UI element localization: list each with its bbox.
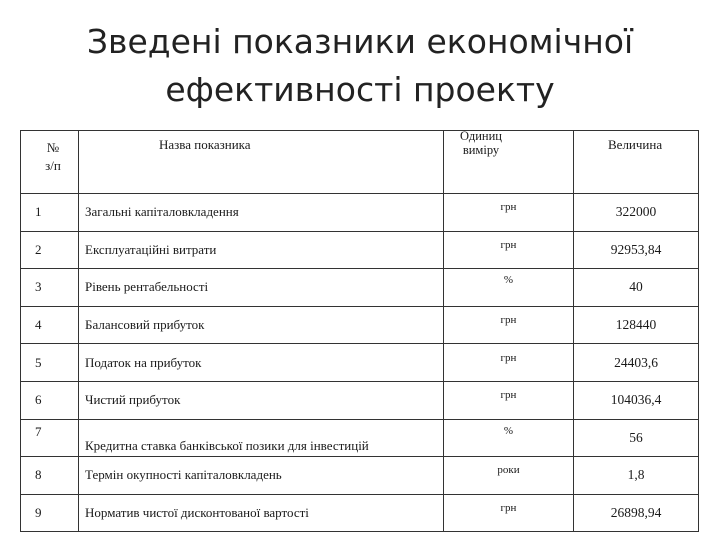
row-unit: [444, 494, 574, 532]
row-unit: [444, 306, 574, 344]
row-unit-text: %: [503, 274, 514, 287]
row-num: [21, 419, 79, 457]
row-unit: [444, 419, 574, 457]
row-unit: [444, 194, 574, 232]
row-unit: [444, 344, 574, 382]
table-row: [21, 306, 699, 344]
row-value: 40: [574, 269, 699, 307]
row-unit-text: грн: [500, 201, 517, 214]
table-header-row: [21, 131, 699, 194]
header-unit: Одиниц виміру: [460, 129, 502, 157]
row-value: 104036,4: [574, 381, 699, 419]
row-value: 322000: [574, 194, 699, 232]
row-num: 3: [21, 269, 79, 307]
row-num: 5: [21, 344, 79, 382]
row-name: Рівень рентабельності: [79, 269, 444, 307]
row-name: Загальні капіталовкладення: [79, 194, 444, 232]
table-row: [21, 381, 699, 419]
row-unit-text: грн: [500, 238, 517, 251]
header-num: № з/п: [45, 140, 61, 173]
row-unit: [444, 381, 574, 419]
table-row: [21, 494, 699, 532]
row-name: [79, 419, 444, 457]
row-name-text: Кредитна ставка банківської позики для інвестицій: [85, 437, 369, 453]
header-unit-cell: [444, 131, 574, 194]
row-name: Балансовий прибуток: [79, 306, 444, 344]
row-value: 92953,84: [574, 231, 699, 269]
row-unit-text: грн: [500, 502, 517, 515]
row-value: 56: [574, 419, 699, 457]
slide-title-line-2: ефективності проекту: [165, 70, 555, 109]
row-num: 2: [21, 231, 79, 269]
row-value: 24403,6: [574, 344, 699, 382]
row-unit-text: грн: [500, 351, 517, 364]
indicators-table: [20, 130, 699, 532]
row-num: 1: [21, 194, 79, 232]
row-unit-text: грн: [500, 314, 517, 327]
row-num: 6: [21, 381, 79, 419]
header-name-cell: [79, 131, 444, 194]
row-value: 1,8: [574, 457, 699, 495]
row-value: 128440: [574, 306, 699, 344]
row-name: Податок на прибуток: [79, 344, 444, 382]
row-value: 26898,94: [574, 494, 699, 532]
table-row: [21, 231, 699, 269]
row-name: Чистий прибуток: [79, 381, 444, 419]
row-unit-text: роки: [497, 464, 520, 477]
row-unit-text: %: [503, 424, 514, 437]
header-name: Назва показника: [159, 137, 251, 152]
table-row: [21, 457, 699, 495]
header-num-cell: [21, 131, 79, 194]
table-row: [21, 194, 699, 232]
slide-title: [0, 18, 720, 114]
slide-title-line-1: Зведені показники економічної: [86, 22, 634, 61]
header-value-cell: [574, 131, 699, 194]
row-unit: [444, 231, 574, 269]
row-name: Норматив чистої дисконтованої вартості: [79, 494, 444, 532]
table-row: [21, 344, 699, 382]
row-name: Термін окупності капіталовкладень: [79, 457, 444, 495]
row-unit: [444, 269, 574, 307]
row-num: 4: [21, 306, 79, 344]
row-num-text: 7: [35, 423, 42, 439]
table-row: [21, 419, 699, 457]
row-unit: [444, 457, 574, 495]
row-num: 8: [21, 457, 79, 495]
row-unit-text: грн: [500, 389, 517, 402]
header-value: Величина: [608, 137, 663, 152]
row-name: Експлуатаційні витрати: [79, 231, 444, 269]
table-row: [21, 269, 699, 307]
row-num: 9: [21, 494, 79, 532]
